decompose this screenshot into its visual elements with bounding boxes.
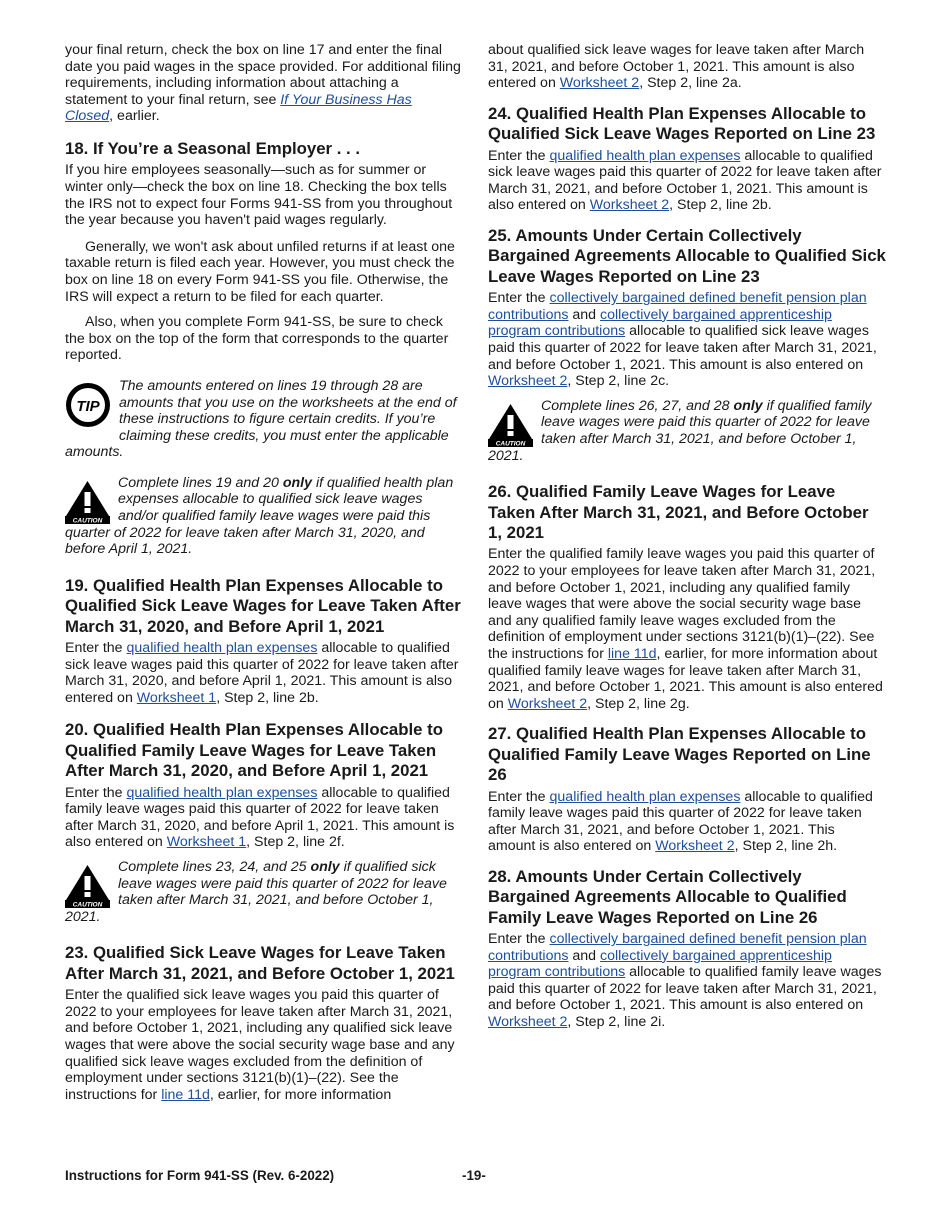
seasonal-paragraph-1: If you hire employees seasonally—such as for summer or winter only—check the box on line 18. Checking the box tells the IRS not to expect four Forms 941-SS from you throughout the year because you haven't paid wages regularly. — [65, 162, 453, 229]
svg-text:CAUTION: CAUTION — [72, 901, 103, 909]
line-20-paragraph: Enter the qualified health plan expenses allocable to qualified family leave wages paid this quarter of 2022 for leave taken after March 31, 2020, and before April 1, 2021. This amount is also entered on Worksheet 1, Step 2, line 2f. — [65, 784, 455, 851]
line-25-paragraph: Enter the collectively bargained defined benefit pension plan contributions and collectively bargained apprenticeship program contributions allocable to qualified sick leave wages paid this quarter of 2022 for leave taken after March 31, 2021, and before October 1, 2021. This amount is also entered on Worksheet 2, Step 2, line 2c. — [488, 290, 877, 390]
tip-note: TIP The amounts entered on lines 19 through 28 are amounts that you use on the worksheets at the end of these instructions to figure certain credits. If you’re claiming these credits, you must enter the applicable amounts. — [65, 377, 457, 461]
caution-note-lines-19-20: CAUTION Complete lines 19 and 20 only if qualified health plan expenses allocable to qualified sick leave wages and/or qualified family leave wages were paid this quarter of 2022 for leave taken after March 31, 2020, and before April 1, 2021. — [65, 474, 454, 558]
worksheet-2-link[interactable]: Worksheet 2 — [488, 1014, 568, 1031]
svg-text:CAUTION: CAUTION — [72, 517, 103, 524]
heading-line-24: 24. Qualified Health Plan Expenses Allocable to Qualified Sick Leave Wages Reported on Line 23 — [488, 103, 876, 144]
line-11d-link[interactable]: line 11d — [607, 645, 657, 662]
worksheet-2-link[interactable]: Worksheet 2 — [655, 838, 735, 855]
line-26-paragraph: Enter the qualified family leave wages you paid this quarter of 2022 to your employees for leave taken after March 31, 2021, and before October 1, 2021, including any qualified family leave wages that were above the social security wage base and any qualified family leave wages excluded from the definition of employment under sections 3121(b)(1)–(22). See the instructions for line 11d, earlier, for more information about qualified family leave wages for leave taken after March 31, 2021, and before October 1, 2021. This amount is also entered on Worksheet 2, Step 2, line 2g. — [488, 546, 883, 712]
line-27-paragraph: Enter the qualified health plan expenses allocable to qualified family leave wages paid this quarter of 2022 for leave taken after March 31, 2021, and before October 1, 2021. This amount is also entered on Worksheet 2, Step 2, line 2h. — [488, 788, 873, 855]
heading-line-25: 25. Amounts Under Certain Collectively Bargained Agreements Allocable to Qualified Sick Leave Wages Reported on Line 23 — [488, 225, 886, 286]
qualified-health-plan-expenses-link[interactable]: qualified health plan expenses — [126, 640, 318, 657]
worksheet-1-link[interactable]: Worksheet 1 — [166, 834, 247, 851]
worksheet-2-link[interactable]: Worksheet 2 — [559, 75, 640, 92]
heading-line-20: 20. Qualified Health Plan Expenses Allocable to Qualified Family Leave Wages for Leave Taken After March 31, 2020, and Before April 1, 2021 — [65, 720, 444, 781]
tip-icon — [65, 382, 111, 428]
pension-plan-contributions-link[interactable]: collectively bargained defined benefit pension plan contributions — [488, 931, 867, 964]
if-business-closed-link[interactable]: If Your Business Has Closed — [65, 91, 412, 125]
line-28-paragraph: Enter the collectively bargained defined benefit pension plan contributions and collectively bargained apprenticeship program contributions allocable to qualified family leave wages paid this quarter of 2022 for leave taken after March 31, 2021, and before October 1, 2021. This amount is also entered on Worksheet 2, Step 2, line 2i. — [488, 931, 882, 1031]
line-23-continued-paragraph: about qualified sick leave wages for leave taken after March 31, 2021, and before October 1, 2021. This amount is also entered on Worksheet 2, Step 2, line 2a. — [488, 42, 865, 92]
worksheet-1-link[interactable]: Worksheet 1 — [136, 689, 217, 706]
caution-note-lines-26-28: CAUTION Complete lines 26, 27, and 28 only if qualified family leave wages were paid this quarter of 2022 for leave taken after March 31, 2021, and before October 1, 2021. — [488, 397, 872, 464]
qualified-health-plan-expenses-link[interactable]: qualified health plan expenses — [126, 784, 318, 801]
caution-icon — [65, 863, 110, 908]
line-23-paragraph: Enter the qualified sick leave wages you paid this quarter of 2022 to your employees for leave taken after March 31, 2021, and before October 1, 2021, including any qualified sick leave wages that were above the social security wage base and any qualified sick leave wages excluded from the definition of employment under sections 3121(b)(1)–(22). See the instructions for line 11d, earlier, for more information — [65, 987, 455, 1103]
page-number: -19- — [462, 1168, 486, 1183]
svg-text:CAUTION: CAUTION — [495, 440, 526, 447]
apprenticeship-contributions-link[interactable]: collectively bargained apprenticeship program contributions — [488, 947, 832, 981]
worksheet-2-link[interactable]: Worksheet 2 — [488, 373, 568, 390]
footer-form-name: Instructions for Form 941-SS (Rev. 6-2022) — [65, 1168, 335, 1183]
heading-line-23: 23. Qualified Sick Leave Wages for Leave Taken After March 31, 2021, and Before October 1, 2021 — [65, 943, 455, 983]
heading-line-27: 27. Qualified Health Plan Expenses Allocable to Qualified Family Leave Wages Reported on Line 26 — [488, 724, 871, 785]
caution-icon — [488, 402, 533, 447]
caution-note-lines-23-25: CAUTION Complete lines 23, 24, and 25 only if qualified sick leave wages were paid this quarter of 2022 for leave taken after March 31, 2021, and before October 1, 2021. — [65, 859, 447, 925]
apprenticeship-contributions-link[interactable]: collectively bargained apprenticeship program contributions — [488, 306, 832, 340]
heading-line-19: 19. Qualified Health Plan Expenses Allocable to Qualified Sick Leave Wages for Leave Taken After March 31, 2020, and Before April 1, 2021 — [65, 575, 461, 636]
caution-icon — [65, 479, 110, 524]
pension-plan-contributions-link[interactable]: collectively bargained defined benefit pension plan contributions — [488, 290, 867, 323]
heading-line-26: 26. Qualified Family Leave Wages for Leave Taken After March 31, 2021, and Before October 1, 2021 — [488, 482, 869, 542]
left-column — [65, 42, 463, 1111]
worksheet-2-link[interactable]: Worksheet 2 — [589, 197, 670, 214]
worksheet-2-link[interactable]: Worksheet 2 — [507, 695, 588, 712]
final-return-paragraph: your final return, check the box on line 17 and enter the final date you paid wages in the space provided. For additional filing requirements, including information about attaching a statement to your final return, see If Your Business Has Closed, earlier. — [65, 42, 461, 125]
heading-line-18: 18. If You’re a Seasonal Employer . . . — [65, 138, 361, 158]
line-11d-link[interactable]: line 11d — [161, 1086, 210, 1103]
line-24-paragraph: Enter the qualified health plan expenses allocable to qualified sick leave wages paid this quarter of 2022 for leave taken after March 31, 2021, and before October 1, 2021. This amount is also entered on Worksheet 2, Step 2, line 2b. — [488, 147, 882, 214]
heading-line-28: 28. Amounts Under Certain Collectively Bargained Agreements Allocable to Qualified Family Leave Wages Reported on Line 26 — [488, 866, 847, 927]
seasonal-paragraph-3: Also, when you complete Form 941-SS, be sure to check the box on the top of the form that corresponds to the quarter reported. — [65, 314, 449, 364]
qualified-health-plan-expenses-link[interactable]: qualified health plan expenses — [549, 147, 741, 164]
svg-text:TIP: TIP — [76, 397, 100, 415]
qualified-health-plan-expenses-link[interactable]: qualified health plan expenses — [549, 788, 741, 805]
line-19-paragraph: Enter the qualified health plan expenses allocable to qualified sick leave wages paid this quarter of 2022 for leave taken after March 31, 2020, and before April 1, 2021. This amount is also entered on Worksheet 1, Step 2, line 2b. — [65, 640, 459, 706]
seasonal-paragraph-2: Generally, we won't ask about unfiled returns if at least one taxable return is filed each year. However, you must check the box on line 18 on every Form 941-SS you file. Otherwise, the IRS will expect a return to be filed for each quarter. — [65, 238, 455, 305]
right-column — [488, 42, 886, 1039]
